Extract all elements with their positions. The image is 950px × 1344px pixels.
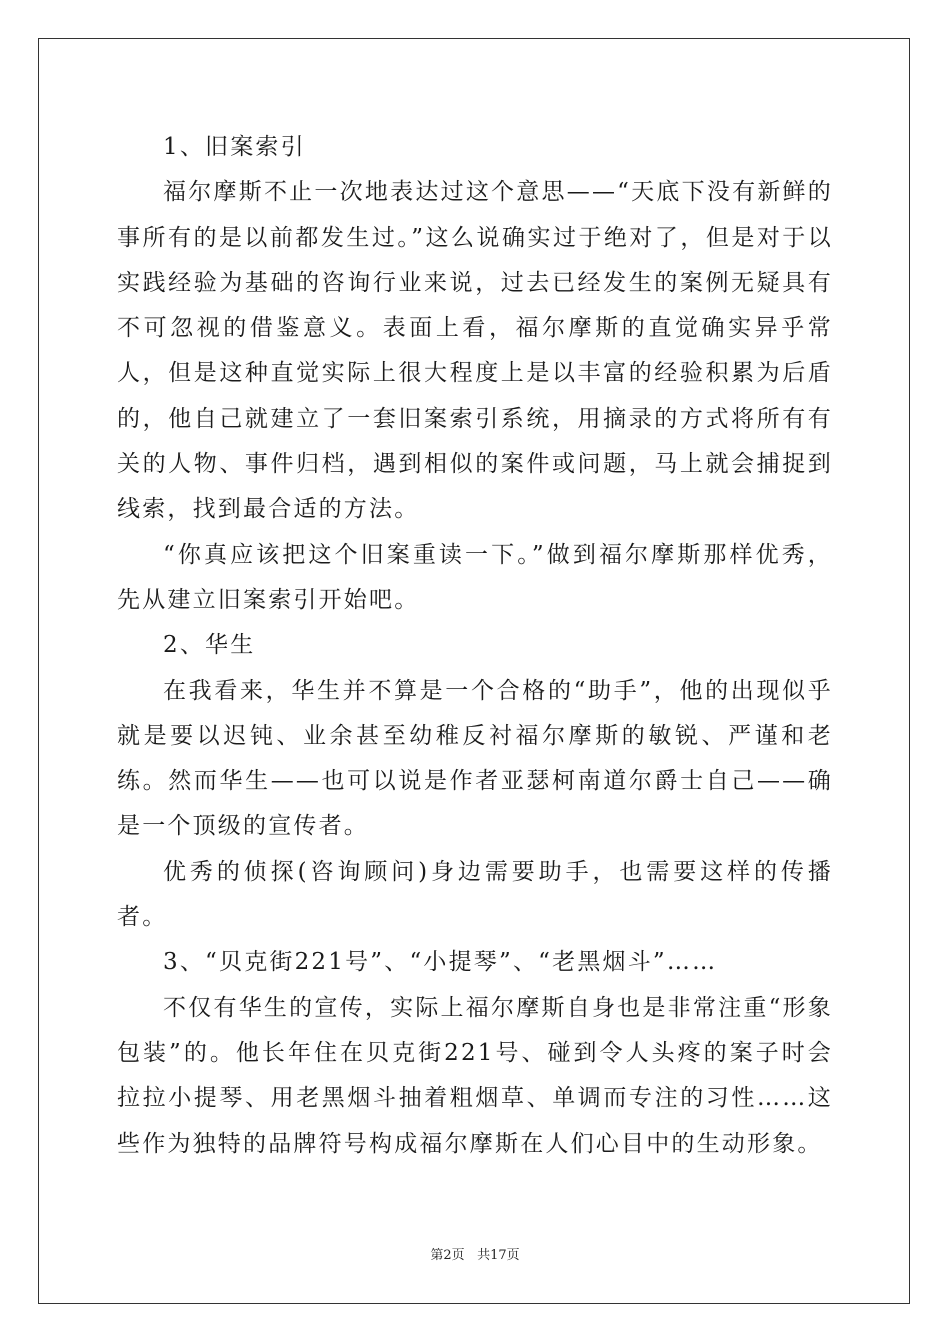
page-total: 共17页: [477, 1248, 520, 1263]
paragraph: 福尔摩斯不止一次地表达过这个意思——“天底下没有新鲜的事所有的是以前都发生过。”这么说确实过于绝对了，但是对于以实践经验为基础的咨询行业来说，过去已经发生的案例无疑具有不可忽视的借鉴意义。表面上看，福尔摩斯的直觉确实异乎常人，但是这种直觉实际上很大程度上是以丰富的经验积累为后盾的，他自己就建立了一套旧案索引系统，用摘录的方式将所有有关的人物、事件归档，遇到相似的案件或问题，马上就会捕捉到线索，找到最合适的方法。: [117, 179, 833, 523]
section-heading-watson: 2、华生: [163, 632, 256, 659]
page-number: 第2页: [430, 1248, 465, 1263]
section-heading-old-case-index: 1、旧案索引: [163, 134, 306, 160]
paragraph: 在我看来，华生并不算是一个合格的“助手”，他的出现似乎就是要以迟钝、业余甚至幼稚反衬福尔摩斯的敏锐、严谨和老练。然而华生——也可以说是作者亚瑟柯南道尔爵士自己——确是一个顶级的宣传者。: [117, 677, 833, 840]
paragraph: 不仅有华生的宣传，实际上福尔摩斯自身也是非常注重“形象包装”的。他长年住在贝克街221号、碰到令人头疼的案子时会拉拉小提琴、用老黑烟斗抽着粗烟草、单调而专注的习性……这些作为独特的品牌符号构成福尔摩斯在人们心目中的生动形象。: [117, 994, 833, 1157]
page-footer: [0, 1244, 950, 1263]
document-body: [117, 125, 833, 1167]
paragraph: “你真应该把这个旧案重读一下。”做到福尔摩斯那样优秀，先从建立旧案索引开始吧。: [117, 541, 833, 613]
paragraph: 优秀的侦探(咨询顾问)身边需要助手，也需要这样的传播者。: [117, 858, 833, 931]
section-heading-baker-street: 3、“贝克街221号”、“小提琴”、“老黑烟斗”……: [163, 949, 718, 976]
